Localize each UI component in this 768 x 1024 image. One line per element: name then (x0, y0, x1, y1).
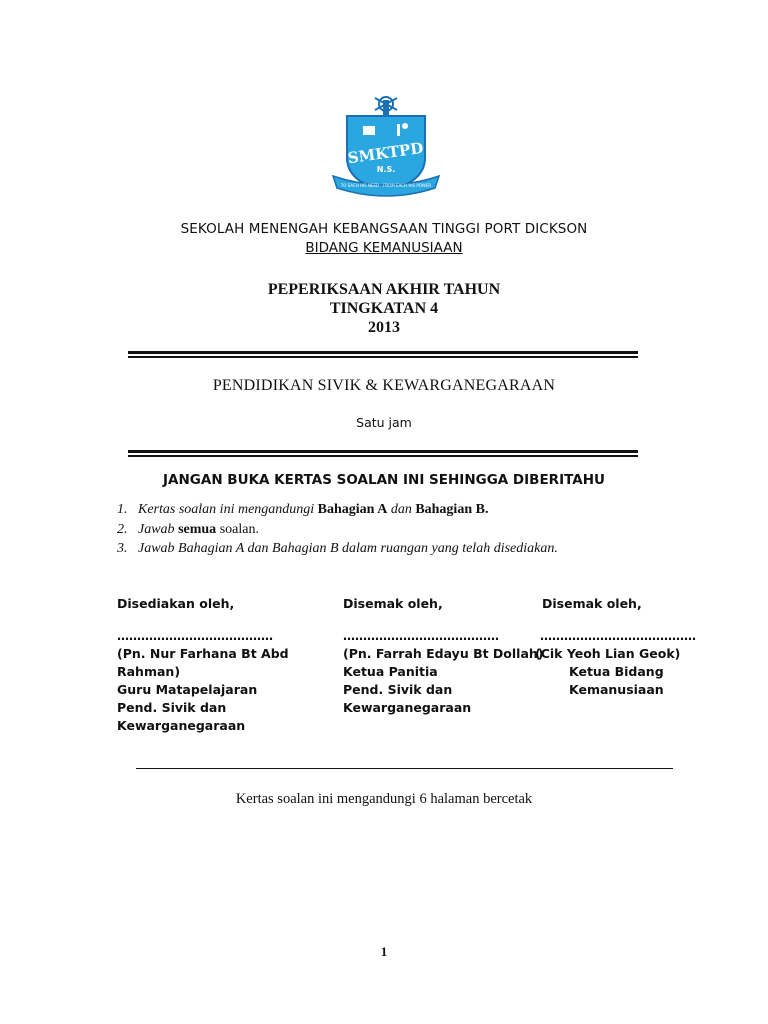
signatory-checker-1 (343, 595, 558, 717)
checker2-unit: Kemanusiaan (569, 682, 664, 697)
footer-divider (136, 768, 673, 769)
instruction-1-mid: dan (390, 502, 412, 517)
crest-text: SMKTPD (346, 138, 425, 168)
checker1-name: (Pn. Farrah Edayu Bt Dollah) (343, 646, 544, 661)
preparer-label: Disediakan oleh, (117, 596, 235, 611)
checker2-label: Disemak oleh, (542, 596, 642, 611)
school-crest-logo (329, 96, 443, 200)
exam-year: 2013 (368, 319, 400, 336)
department-label: BIDANG KEMANUSIAAN (305, 240, 463, 256)
crest-motto: TO EACH HIS NEED - FROM EACH HIS POWER (340, 183, 432, 188)
instruction-3 (117, 541, 558, 557)
checker2-name: (Cik Yeoh Lian Geok) (535, 646, 681, 661)
instruction-3-text: Jawab Bahagian A dan Bahagian B dalam ruangan yang telah disediakan. (138, 541, 558, 556)
subject-title: PENDIDIKAN SIVIK & KEWARGANEGARAAN (212, 377, 556, 394)
signatory-checker-2 (535, 595, 696, 699)
exam-duration: Satu jam (356, 415, 412, 430)
department (0, 240, 768, 256)
instruction-2-post: soalan. (219, 522, 259, 537)
divider-mid-a (128, 450, 638, 453)
exam-title: PEPERIKSAAN AKHIR TAHUN (267, 281, 501, 298)
page-number: 1 (380, 944, 388, 959)
page-count-note: Kertas soalan ini mengandungi 6 halaman bercetak (235, 791, 533, 807)
instruction-1-part-a: Bahagian A (317, 502, 388, 517)
preparer-unit: Pend. Sivik dan Kewarganegaraan (117, 700, 246, 733)
preparer-signature-line: ………………………………… (117, 629, 273, 643)
instruction-2-num: 2. (117, 522, 128, 537)
divider-mid-b (128, 455, 638, 457)
crest-subtext: N.S. (376, 165, 396, 174)
school-name: SEKOLAH MENENGAH KEBANGSAAN TINGGI PORT DICKSON (180, 221, 588, 237)
instruction-2 (117, 522, 259, 538)
divider-top-b (128, 356, 638, 358)
instruction-3-num: 3. (117, 541, 128, 556)
preparer-role: Guru Matapelajaran (117, 682, 258, 697)
divider-top-a (128, 351, 638, 354)
checker1-signature-line: ………………………………… (343, 629, 499, 643)
exam-title-block (0, 280, 768, 337)
checker2-role: Ketua Bidang (569, 664, 664, 679)
warning-text: JANGAN BUKA KERTAS SOALAN INI SEHINGGA DIBERITAHU (163, 472, 605, 488)
instruction-1-pre: Kertas soalan ini mengandungi (138, 502, 315, 517)
form-level: TINGKATAN 4 (329, 300, 439, 317)
checker2-signature-line: ………………………………… (540, 629, 696, 643)
instruction-1-part-b: Bahagian B. (415, 502, 489, 517)
signatory-preparer (117, 595, 337, 735)
instruction-2-pre: Jawab (138, 522, 175, 537)
instruction-1 (117, 502, 488, 518)
instruction-1-num: 1. (117, 502, 128, 517)
checker1-role: Ketua Panitia (343, 664, 438, 679)
preparer-name: (Pn. Nur Farhana Bt Abd Rahman) (117, 646, 289, 679)
checker1-label: Disemak oleh, (343, 596, 443, 611)
instruction-2-bold: semua (178, 522, 217, 537)
checker1-unit: Pend. Sivik dan Kewarganegaraan (343, 682, 472, 715)
